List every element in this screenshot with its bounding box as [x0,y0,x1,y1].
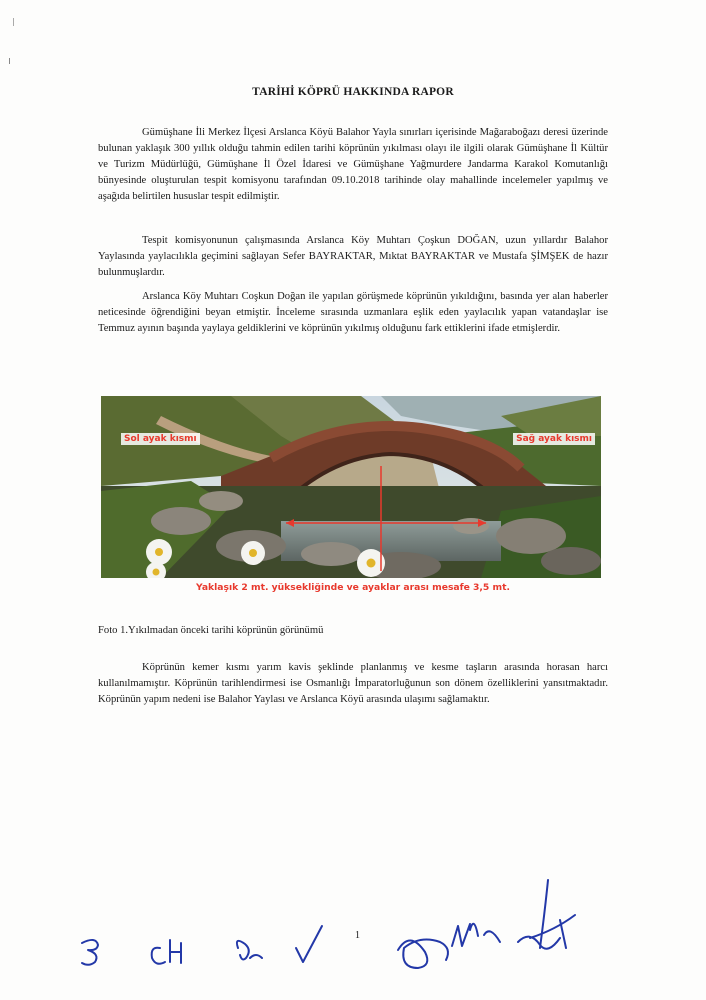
paragraph-1-text: Gümüşhane İli Merkez İlçesi Arslanca Köyü Balahor Yayla sınırları içerisinde Mağaraboğazı deresi üzerinde bulunan yaklaşık 300 yıllık olduğu tahmin edilen tarihi köprünün yıkılması olayı ile ilgili olarak Gümüşhane İl Kültür ve Turizm Müdürlüğü, Gümüşhane İl Özel İdaresi ve Gümüşhane Yağmurdere Jandarma Karakol Komutanlığı bünyesinde oluşturulan tespit komisyonu tarafından 09.10.2018 tarihinde olay mahallinde incelemeler yapılmış ve aşağıda belirtilen hususlar tespit edilmiştir. [98,127,608,202]
page-number: 1 [355,930,360,941]
paragraph-3-text: Arslanca Köy Muhtarı Coşkun Doğan ile yapılan görüşmede köprünün yıkıldığını, basında yer alan haberler neticesinde öğrendiğini beyan etmiştir. İnceleme sırasında uzmanlara eşlik eden yaylacılık yapan vatandaşlar ise Temmuz ayının başında yaylaya geldiklerini ve köprünün yıkılmış olduğunu fark ettiklerini ifade etmişlerdir. [98,291,608,334]
signature [518,880,575,949]
paragraph-4-text: Köprünün kemer kısmı yarım kavis şeklinde planlanmış ve kesme taşların arasında horasan harcı kullanılmamıştır. Köprünün tarihlendirmesi ise Osmanlığı İmparatorluğunun son dönem özelliklerini yansıtmaktadır. Köprünün yapım nedeni ise Balahor Yaylası ve Arslanca Köyü arasında ulaşımı sağlamaktır. [98,662,608,705]
handwritten-initials [82,940,98,965]
report-title: TARİHİ KÖPRÜ HAKKINDA RAPOR [252,86,454,98]
signature [398,924,500,968]
measurement-caption: Yaklaşık 2 mt. yüksekliğinde ve ayaklar arası mesafe 3,5 mt. [196,582,510,593]
right-abutment-label: Sağ ayak kısmı [513,433,595,445]
left-abutment-label: Sol ayak kısmı [121,433,200,445]
figure-caption: Foto 1.Yıkılmadan önceki tarihi köprünün görünümü [98,625,324,636]
paragraph-2-text: Tespit komisyonunun çalışmasında Arslanca Köy Muhtarı Çoşkun DOĞAN, uzun yıllardır Balahor Yaylasında yaylacılıkla geçimini sağlayan Sefer BAYRAKTAR, Mıktat BAYRAKTAR ve Mustafa ŞİMŞEK de hazır bulunmuşlardır. [98,235,608,278]
